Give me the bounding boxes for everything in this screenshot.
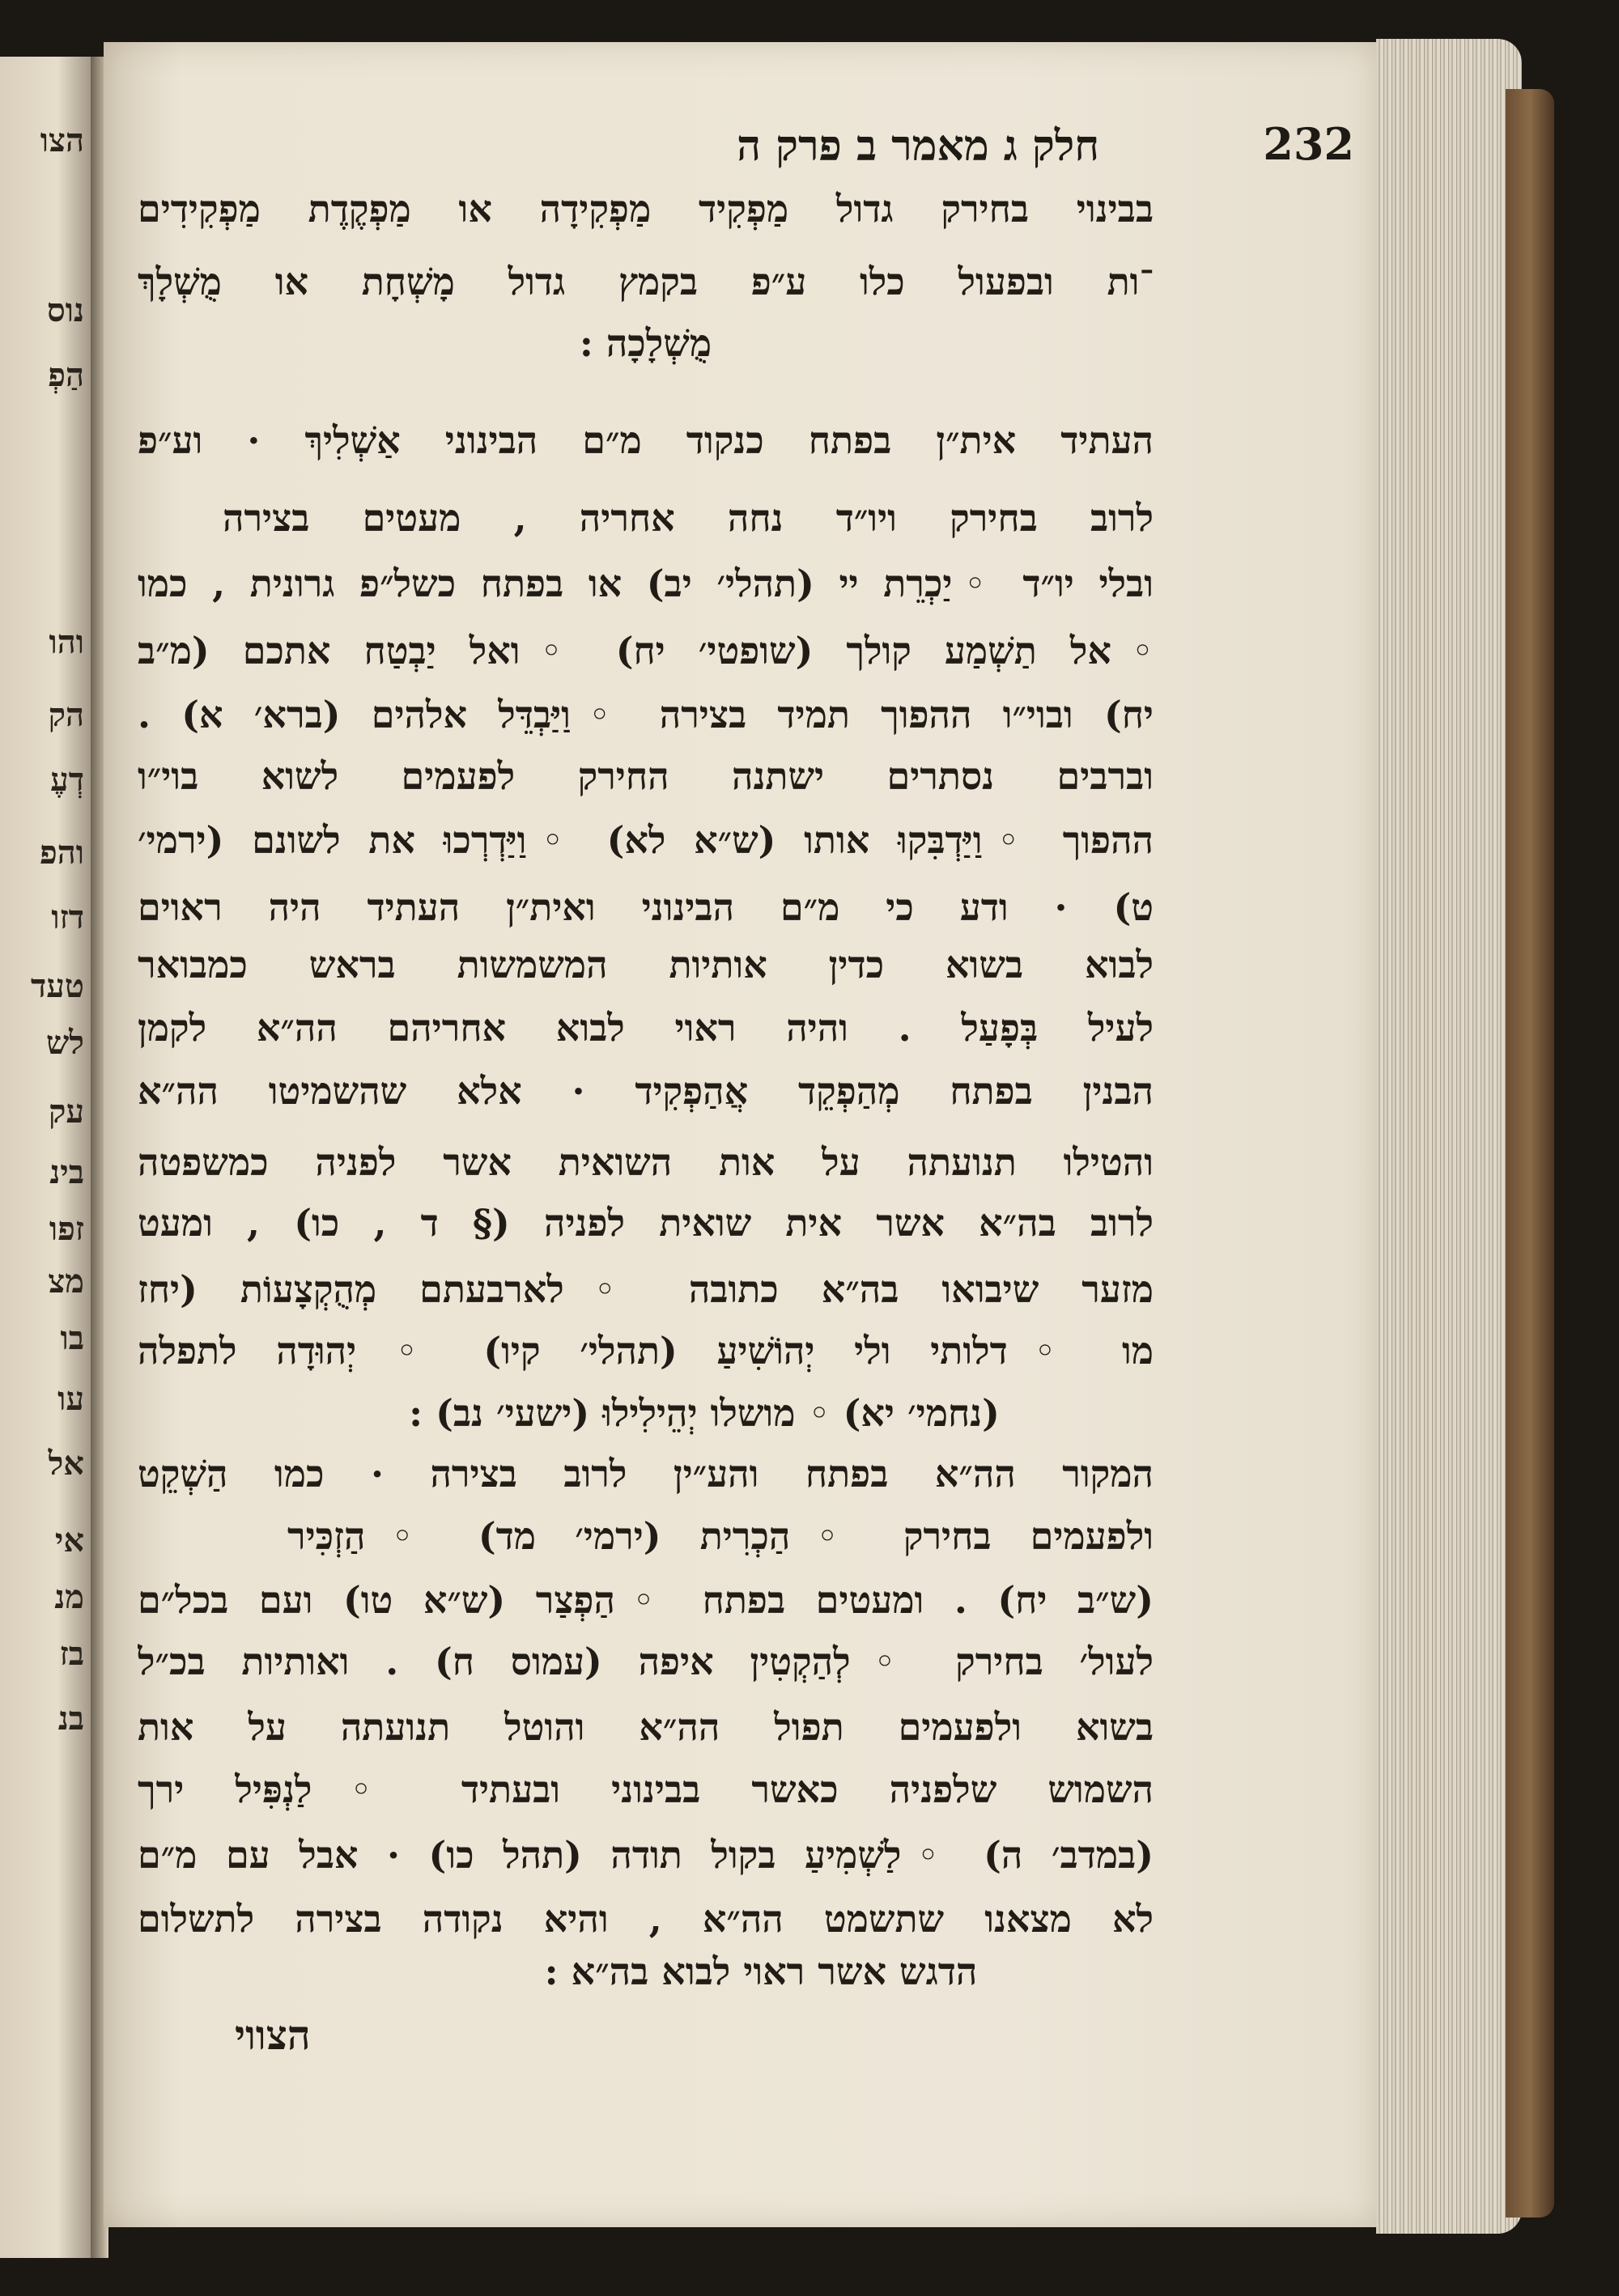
left-page-fragment: בנ <box>57 1700 84 1738</box>
left-page-fragment: עק <box>48 1093 84 1131</box>
text-line: (במדב׳ ה) ◦לַשְׁמִיעַ בקול תודה (תהל כו) · אבל עם מ״ם <box>138 1834 1154 1877</box>
left-page-fragment: אי <box>54 1521 84 1560</box>
left-page-fragment: בינ <box>49 1153 84 1191</box>
running-head <box>104 118 1379 186</box>
text-line: מזער שיבואו בה״א כתובה ◦לארבעתם מְהֻקְצָעוֹת (יחז <box>138 1268 1154 1311</box>
left-page-fragment: מנ <box>54 1578 84 1616</box>
text-line: ־ות ובפעול כלו ע״פ בקמץ גדול מָשְׁחָת או מֻשְׁלָךְ <box>138 261 1154 303</box>
left-page-fragment: והו <box>49 623 84 661</box>
catchword: הצווי <box>235 2011 311 2059</box>
text-line: ט) · ודע כי מ״ם הבינוני ואית״ן העתיד היה ראוים <box>138 886 1154 929</box>
left-page-fragment: דזו <box>51 898 84 936</box>
text-line: וברבים נסתרים ישתנה החירק לפעמים לשוא בוי״ו <box>138 755 1154 798</box>
left-page-fragment: הק <box>48 696 84 734</box>
text-line: מו ◦דלותי ולי יְהוֹשִׁיעַ (תהלי׳ קיו) ◦ יְהוּדָה לתפלה <box>138 1330 1154 1373</box>
left-page-fragment: זפו <box>49 1210 84 1248</box>
left-page-fragment: הַפְ <box>48 356 84 394</box>
left-page-fragment: לש <box>45 1024 84 1062</box>
text-line: העתיד אית״ן בפתח כנקוד מ״ם הבינוני אַשְׁלִיךְ · וע״פ <box>138 419 1154 462</box>
left-page-fragment: הצו <box>40 121 84 159</box>
text-line: יח) ובוי״ו ההפוך תמיד בצירה ◦וַיַּבְדֵּל אלהים (ברא׳ א) . <box>138 694 1154 736</box>
left-page-fragment: נוס <box>47 291 84 329</box>
text-line: מֻשְׁלָכָה : <box>579 322 712 365</box>
text-line: השמוש שלפניה כאשר בבינוני ובעתיד ◦לַנְפִּיל ירך <box>138 1768 1154 1811</box>
text-line: לעיל בְּפָעַל . והיה ראוי לבוא אחריהם הה״א לקמן <box>138 1007 1154 1050</box>
text-line: ולפעמים בחירק ◦הַכְרִית (ירמי׳ מד) ◦הַזְכִּיר <box>287 1515 1154 1558</box>
text-line: הדגש אשר ראוי לבוא בה״א : <box>544 1950 978 1993</box>
text-line: לרוב בה״א אשר אית שואית לפניה (§ ד , כו) , ומעט <box>138 1202 1154 1245</box>
book-cover-edge <box>1506 89 1554 2217</box>
left-page-fragment: טעד <box>30 967 84 1005</box>
text-line: הבנין בפתח מְהַפְקֵד אֲהַפְקִיד · אלא שהשמיטו הה״א <box>138 1070 1154 1113</box>
page-edges <box>1376 39 1522 2234</box>
left-page-fragment: בו <box>60 1319 84 1357</box>
text-line: המקור הה״א בפתח והע״ין לרוב בצירה · כמו הַשְׁקֵט <box>138 1453 1154 1496</box>
text-line: (ש״ב יח) . ומעטים בפתח ◦הַפְצַר (ש״א טו) ועם בכל״ם <box>138 1579 1154 1622</box>
text-line: והטילו תנועתה על אות השואית אשר לפניה כמשפטה <box>138 1141 1154 1184</box>
left-page-fragment: והפ <box>40 834 84 872</box>
left-page-fragment: עו <box>57 1380 84 1418</box>
text-line: לבוא בשוא כדין אותיות המשמשות בראש כמבואר <box>138 944 1154 987</box>
text-line: ובלי יו״ד ◦יַכְרֵת יי (תהלי׳ יב) או בפתח כשל״פ גרונית , כמו <box>138 562 1154 605</box>
text-line: לעול׳ בחירק ◦לְהַקְטִין איפה (עמוס ח) . ואותיות בכ״ל <box>138 1640 1154 1683</box>
text-line: בשוא ולפעמים תפול הה״א והוטל תנועתה על אות <box>138 1706 1154 1749</box>
page-number: 232 <box>1263 118 1354 170</box>
left-page <box>0 57 96 2258</box>
text-line: ◦אל תַשְׁמַע קולך (שופטי׳ יח) ◦ואל יַבְטַח אתכם (מ״ב <box>138 630 1154 673</box>
header-title: חלק ג מאמר ב פרק ה <box>737 121 1099 171</box>
left-page-fragment: אל <box>48 1445 84 1483</box>
left-page-fragment: מצ <box>48 1263 84 1301</box>
text-line: (נחמי׳ יא) ◦ מושלו יְהֵילִילוּ (ישעי׳ נב) : <box>409 1392 1000 1435</box>
text-line: לא מצאנו שתשמט הה״א , והיא נקודה בצירה לתשלום <box>138 1898 1154 1941</box>
text-line: ההפוך ◦וַיַּדְבִּקוּ אותו (ש״א לא) ◦וַיַּדְרְכוּ את לשונם (ירמי׳ <box>138 819 1154 862</box>
left-page-fragment: דְעֶ <box>50 761 84 799</box>
text-line: לרוב בחירק ויו״ד נחה אחריה , מעטים בצירה <box>223 497 1154 540</box>
left-page-fragment: בז <box>59 1635 84 1673</box>
text-line: בבינוי בחירק גדול מַפְקִיד מַפְקִידָה או מַפְקֶדֶת מַפְקִידִים <box>138 188 1154 231</box>
